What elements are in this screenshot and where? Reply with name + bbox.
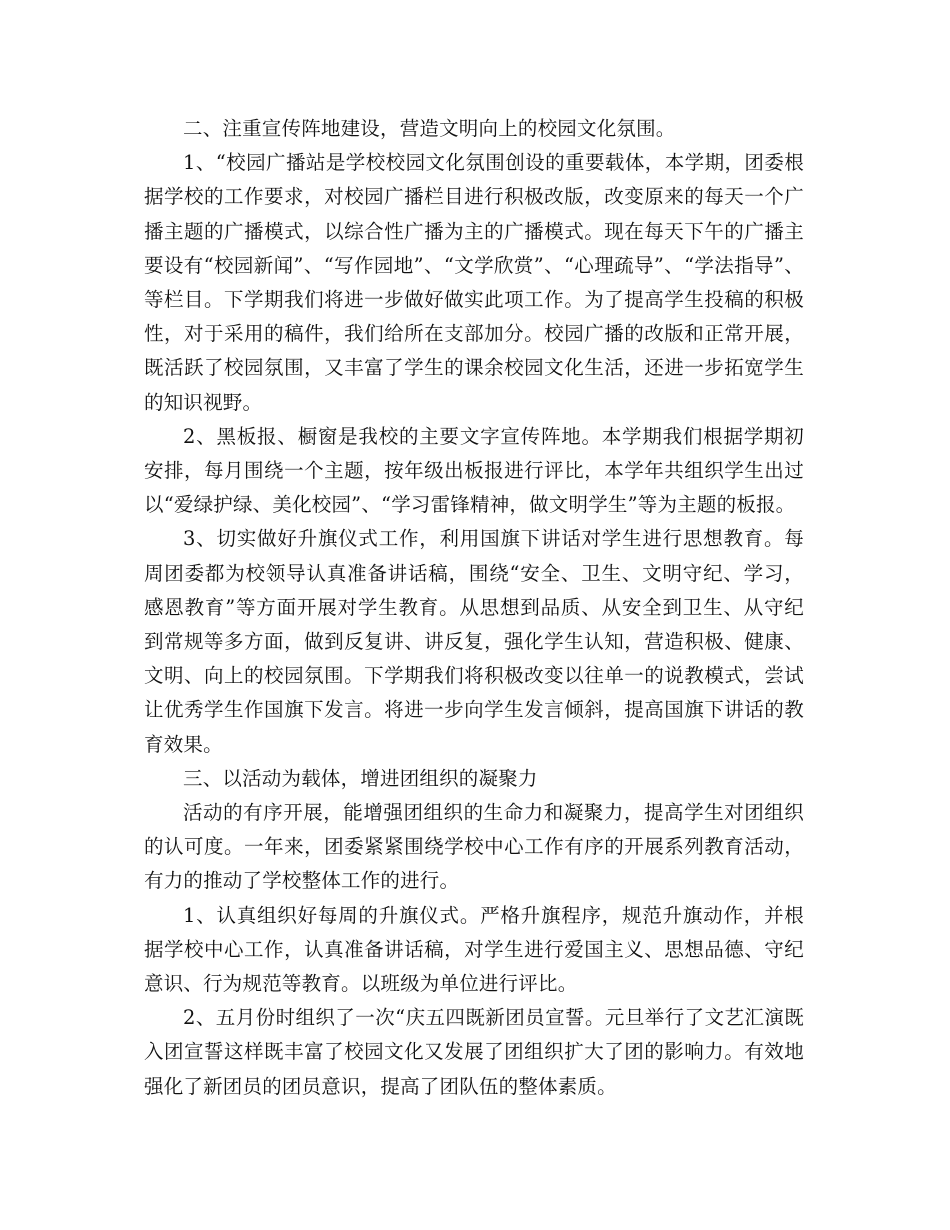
paragraph-flag-raising-speech: 3、切实做好升旗仪式工作，利用国旗下讲话对学生进行思想教育。每周团委都为校领导认真准备讲话稿，围绕“安全、卫生、文明守纪、学习，感恩教育”等方面开展对学生教育。从思想到品质、从安全到卫生、从守纪到常规等多方面，做到反复讲、讲反复，强化学生认知，营造积极、健康、文明、向上的校园氛围。下学期我们将积极改变以往单一的说教模式，尝试让优秀学生作国旗下发言。将进一步向学生发言倾斜，提高国旗下讲话的教育效果。 <box>144 527 804 756</box>
section-heading-activities: 三、以活动为载体，增进团组织的凝聚力 <box>183 766 538 790</box>
paragraph-blackboard-newspaper: 2、黑板报、橱窗是我校的主要文字宣传阵地。本学期我们根据学期初安排，每月围绕一个主题，按年级出板报进行评比，本学年共组织学生出过以“爱绿护绿、美化校园”、“学习雷锋精神，做文明学生”等为主题的板报。 <box>144 424 804 517</box>
section-heading-propaganda: 二、注重宣传阵地建设，营造文明向上的校园文化氛围。 <box>183 117 676 140</box>
paragraph-activities-intro: 活动的有序开展，能增强团组织的生命力和凝聚力，提高学生对团组织的认可度。一年来，团委紧紧围绕学校中心工作有序的开展系列教育活动，有力的推动了学校整体工作的进行。 <box>144 801 804 893</box>
paragraph-campus-broadcast: 1、“校园广播站是学校校园文化氛围创设的重要载体，本学期，团委根据学校的工作要求，对校园广播栏目进行积极改版，改变原来的每天一个广播主题的广播模式，以综合性广播为主的广播模式。现在每天下午的广播主要设有“校园新闻”、“写作园地”、“文学欣赏”、“心理疏导”、“学法指导”、等栏目。下学期我们将进一步做好做实此项工作。为了提高学生投稿的积极性，对于采用的稿件，我们给所在支部加分。校园广播的改版和正常开展，既活跃了校园氛围，又丰富了学生的课余校园文化生活，还进一步拓宽学生的知识视野。 <box>144 151 804 414</box>
document-page <box>144 112 804 1104</box>
paragraph-weekly-flag-ceremony: 1、认真组织好每周的升旗仪式。严格升旗程序，规范升旗动作，并根据学校中心工作，认真准备讲话稿，对学生进行爱国主义、思想品德、守纪意识、行为规范等教育。以班级为单位进行评比。 <box>144 903 804 996</box>
paragraph-may-fourth-oath: 2、五月份时组织了一次“庆五四既新团员宣誓。元旦举行了文艺汇演既入团宣誓这样既丰富了校园文化又发展了团组织扩大了团的影响力。有效地强化了新团员的团员意识，提高了团队伍的整体素质。 <box>144 1006 804 1098</box>
